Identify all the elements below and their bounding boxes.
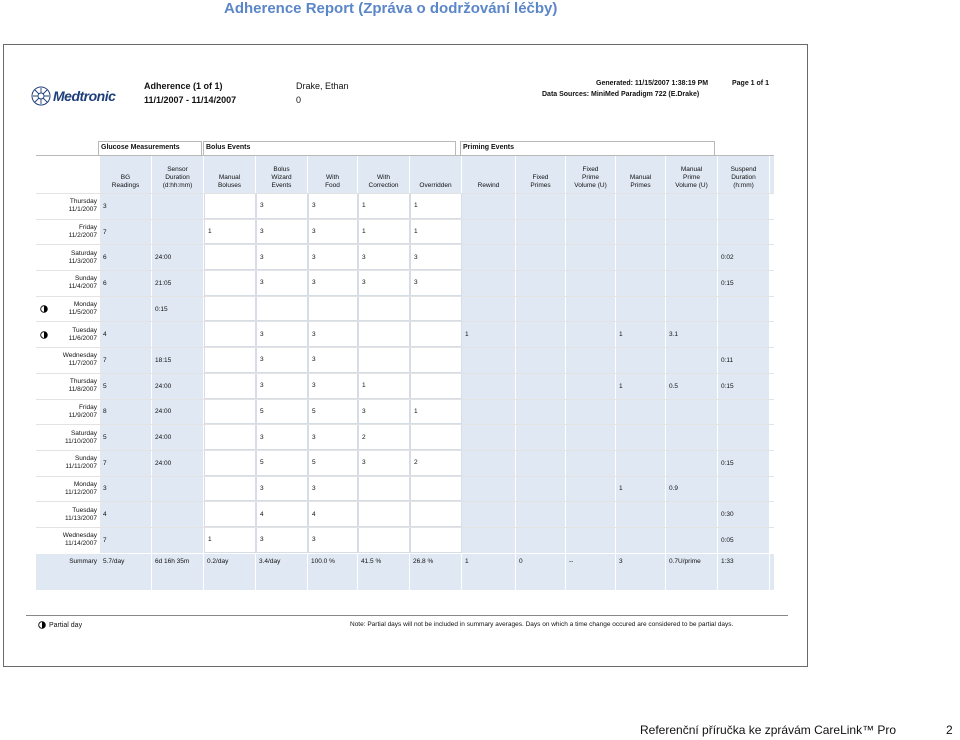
table-cell — [666, 400, 718, 425]
table-row — [36, 321, 774, 347]
table-cell: 3 — [256, 477, 308, 502]
table-cell — [616, 348, 666, 373]
column-header: Fixed Prime Volume (U) — [566, 156, 616, 193]
patient-name: Drake, Ethan — [296, 81, 349, 91]
row-date: 11/14/2007 — [64, 540, 97, 548]
table-cell — [462, 194, 516, 219]
table-cell — [516, 425, 566, 450]
row-date: 11/2/2007 — [68, 232, 97, 240]
table-cell: 3 — [308, 194, 358, 219]
table-cell: 24:00 — [152, 245, 204, 270]
table-cell: 3 — [256, 348, 308, 373]
table-cell: 1 — [358, 220, 410, 245]
table-cell — [152, 502, 204, 527]
table-cell — [718, 322, 770, 347]
table-cell: 3 — [100, 194, 152, 219]
table-cell — [358, 528, 410, 553]
column-header: Fixed Primes — [516, 156, 566, 193]
row-day-label — [36, 502, 100, 527]
row-day-name: Monday — [73, 301, 97, 309]
table-cell: 7 — [100, 528, 152, 553]
table-cell — [566, 220, 616, 245]
table-cell: 24:00 — [152, 451, 204, 476]
column-header: Overridden — [410, 156, 462, 193]
table-cell — [616, 400, 666, 425]
column-header: Suspend Duration (h:mm) — [718, 156, 770, 193]
table-cell — [358, 322, 410, 347]
table-cell — [204, 374, 256, 399]
table-cell — [410, 425, 462, 450]
table-cell — [204, 477, 256, 502]
table-cell: 1 — [616, 477, 666, 502]
table-cell — [410, 322, 462, 347]
logo-text: Medtronic — [53, 88, 116, 104]
table-cell — [516, 400, 566, 425]
table-cell: 3 — [308, 374, 358, 399]
column-header: With Food — [308, 156, 358, 193]
row-day-label — [36, 348, 100, 373]
table-cell — [152, 528, 204, 553]
report-title: Adherence (1 of 1) — [144, 81, 223, 91]
table-cell — [410, 502, 462, 527]
row-day-name: Friday — [78, 224, 97, 232]
table-row — [36, 527, 774, 553]
table-cell — [204, 451, 256, 476]
table-cell: 4 — [100, 322, 152, 347]
table-cell: 3 — [410, 245, 462, 270]
table-cell — [566, 271, 616, 296]
table-cell — [566, 477, 616, 502]
column-header: With Correction — [358, 156, 410, 193]
group-glucose: Glucose Measurements — [98, 141, 202, 155]
table-cell — [204, 502, 256, 527]
table-cell — [358, 502, 410, 527]
summary-cell: 1 — [462, 554, 516, 590]
table-cell: 18:15 — [152, 348, 204, 373]
group-priming: Priming Events — [460, 141, 715, 155]
table-cell — [566, 425, 616, 450]
table-cell — [462, 477, 516, 502]
table-cell — [462, 374, 516, 399]
table-cell — [718, 425, 770, 450]
table-cell — [516, 502, 566, 527]
table-cell: 0:02 — [718, 245, 770, 270]
row-day-label — [36, 271, 100, 296]
table-cell — [666, 194, 718, 219]
row-date: 11/3/2007 — [68, 257, 97, 265]
patient-id: 0 — [296, 95, 302, 105]
table-cell — [566, 502, 616, 527]
table-cell — [566, 194, 616, 219]
table-cell — [666, 220, 718, 245]
table-cell — [462, 425, 516, 450]
table-cell: 1 — [616, 374, 666, 399]
table-cell — [718, 297, 770, 322]
row-date: 11/1/2007 — [68, 206, 97, 214]
table-cell — [616, 297, 666, 322]
table-cell — [516, 528, 566, 553]
table-cell: 0:15 — [718, 451, 770, 476]
table-cell — [516, 451, 566, 476]
table-cell — [152, 477, 204, 502]
row-date: 11/8/2007 — [68, 386, 97, 394]
footer-reference: Referenční příručka ke zprávám CareLink™ Pro — [640, 723, 897, 737]
partial-day-icon — [40, 331, 48, 339]
table-cell — [516, 322, 566, 347]
table-cell — [516, 245, 566, 270]
medtronic-logo — [30, 85, 115, 107]
table-cell — [566, 245, 616, 270]
legend-partial-day — [38, 621, 82, 629]
column-header-row — [36, 155, 774, 193]
summary-cell: 0.7U/prime — [666, 554, 718, 590]
row-day-name: Friday — [78, 403, 97, 411]
summary-cell: -- — [566, 554, 616, 590]
table-cell: 3 — [308, 425, 358, 450]
row-date: 11/11/2007 — [65, 463, 97, 471]
table-cell — [666, 245, 718, 270]
column-header: BG Readings — [100, 156, 152, 193]
table-cell — [566, 400, 616, 425]
table-cell: 3 — [308, 348, 358, 373]
table-cell — [204, 400, 256, 425]
table-cell — [566, 451, 616, 476]
table-cell: 24:00 — [152, 400, 204, 425]
table-cell: 2 — [410, 451, 462, 476]
table-row — [36, 193, 774, 219]
table-cell: 8 — [100, 400, 152, 425]
table-cell: 0:15 — [718, 271, 770, 296]
row-day-label — [36, 400, 100, 425]
table-cell: 1 — [204, 220, 256, 245]
table-cell — [358, 477, 410, 502]
medtronic-logo-icon — [30, 85, 52, 107]
row-day-name: Sunday — [74, 455, 97, 463]
partial-day-icon — [40, 305, 48, 313]
row-date: 11/10/2007 — [64, 437, 97, 445]
table-cell: 5 — [256, 451, 308, 476]
table-cell: 3 — [358, 245, 410, 270]
table-cell: 3 — [308, 271, 358, 296]
table-cell — [566, 297, 616, 322]
table-cell — [516, 194, 566, 219]
row-day-label — [36, 220, 100, 245]
summary-cell: 6d 16h 35m — [152, 554, 204, 590]
document-title: Adherence Report (Zpráva o dodržování léčby) — [224, 0, 558, 17]
row-day-label — [36, 322, 100, 347]
row-date: 11/13/2007 — [64, 514, 97, 522]
table-cell — [616, 245, 666, 270]
table-row — [36, 450, 774, 476]
table-row — [36, 399, 774, 425]
table-cell: 1 — [410, 400, 462, 425]
table-cell — [358, 348, 410, 373]
column-header: Sensor Duration (d:hh:mm) — [152, 156, 204, 193]
table-cell: 2 — [358, 425, 410, 450]
table-cell — [204, 322, 256, 347]
table-cell: 0.9 — [666, 477, 718, 502]
table-cell: 3 — [308, 477, 358, 502]
table-cell: 3 — [308, 245, 358, 270]
table-cell — [616, 194, 666, 219]
summary-cell: 41.5 % — [358, 554, 410, 590]
header-spacer — [36, 156, 100, 193]
row-day-label — [36, 528, 100, 553]
table-cell — [616, 502, 666, 527]
table-cell — [204, 425, 256, 450]
summary-cell: 26.8 % — [410, 554, 462, 590]
table-cell — [516, 477, 566, 502]
table-cell — [204, 271, 256, 296]
table-cell: 3 — [256, 194, 308, 219]
table-cell — [204, 194, 256, 219]
row-date: 11/6/2007 — [68, 334, 97, 342]
table-cell: 3 — [358, 451, 410, 476]
table-cell: 4 — [256, 502, 308, 527]
table-cell: 3 — [256, 271, 308, 296]
row-date: 11/7/2007 — [68, 360, 97, 368]
table-cell: 5 — [308, 451, 358, 476]
row-day-label — [36, 194, 100, 219]
table-cell — [666, 528, 718, 553]
table-cell: 1 — [410, 220, 462, 245]
table-cell — [666, 502, 718, 527]
table-cell: 5 — [100, 374, 152, 399]
table-cell: 3 — [256, 220, 308, 245]
table-row — [36, 244, 774, 270]
table-row — [36, 373, 774, 399]
table-cell: 5 — [308, 400, 358, 425]
table-cell: 24:00 — [152, 374, 204, 399]
table-cell — [616, 451, 666, 476]
table-cell — [666, 297, 718, 322]
table-cell — [516, 348, 566, 373]
table-cell — [666, 451, 718, 476]
footer-page-number: 2 — [946, 723, 953, 737]
table-cell: 1 — [204, 528, 256, 553]
group-bolus: Bolus Events — [203, 141, 456, 155]
row-day-label — [36, 374, 100, 399]
column-header: Rewind — [462, 156, 516, 193]
row-date: 11/9/2007 — [68, 411, 97, 419]
table-cell: 7 — [100, 451, 152, 476]
page-indicator: Page 1 of 1 — [732, 80, 769, 87]
table-cell: 7 — [100, 220, 152, 245]
table-cell: 1 — [616, 322, 666, 347]
summary-cell: 3 — [616, 554, 666, 590]
table-cell — [410, 477, 462, 502]
table-row — [36, 476, 774, 502]
row-date: 11/5/2007 — [68, 309, 97, 317]
table-cell — [616, 528, 666, 553]
adherence-table — [36, 141, 774, 590]
table-cell — [566, 322, 616, 347]
table-cell — [566, 348, 616, 373]
table-cell — [204, 245, 256, 270]
table-cell — [204, 297, 256, 322]
table-cell — [152, 322, 204, 347]
legend-partial-day-label: Partial day — [49, 621, 83, 629]
table-cell — [152, 194, 204, 219]
summary-cell: 100.0 % — [308, 554, 358, 590]
summary-row — [36, 554, 774, 590]
table-cell: 3 — [410, 271, 462, 296]
table-cell: 6 — [100, 245, 152, 270]
table-cell — [152, 220, 204, 245]
row-day-name: Tuesday — [72, 326, 97, 334]
table-cell — [616, 220, 666, 245]
row-day-label — [36, 297, 100, 322]
table-cell: 1 — [410, 194, 462, 219]
row-day-label — [36, 451, 100, 476]
data-sources: Data Sources: MiniMed Paradigm 722 (E.Drake) — [542, 91, 700, 98]
summary-cell: 3.4/day — [256, 554, 308, 590]
table-cell — [462, 348, 516, 373]
table-cell: 3 — [256, 322, 308, 347]
table-row — [36, 296, 774, 322]
table-cell: 3.1 — [666, 322, 718, 347]
table-cell: 3 — [358, 271, 410, 296]
summary-cell: 0.2/day — [204, 554, 256, 590]
summary-cell: 0 — [516, 554, 566, 590]
table-cell — [410, 348, 462, 373]
row-day-label — [36, 245, 100, 270]
table-cell — [462, 271, 516, 296]
table-cell: 0:15 — [718, 374, 770, 399]
row-day-name: Wednesday — [62, 352, 97, 360]
table-cell — [462, 297, 516, 322]
table-cell — [718, 220, 770, 245]
table-cell: 21:05 — [152, 271, 204, 296]
row-day-label — [36, 425, 100, 450]
column-header: Manual Prime Volume (U) — [666, 156, 718, 193]
table-cell — [204, 348, 256, 373]
legend-note: Note: Partial days will not be included in summary averages. Days on which a time change occured are considered to be partial days. — [350, 621, 734, 628]
row-date: 11/4/2007 — [68, 283, 97, 291]
table-body — [36, 193, 774, 553]
table-cell: 4 — [100, 502, 152, 527]
table-cell — [462, 528, 516, 553]
row-day-name: Saturday — [70, 429, 97, 437]
table-row — [36, 219, 774, 245]
table-cell — [666, 348, 718, 373]
table-cell — [462, 451, 516, 476]
table-cell — [462, 400, 516, 425]
table-cell: 4 — [308, 502, 358, 527]
table-cell — [462, 245, 516, 270]
table-row — [36, 347, 774, 373]
summary-cell: 5.7/day — [100, 554, 152, 590]
table-cell — [410, 528, 462, 553]
row-day-name: Monday — [73, 480, 97, 488]
table-cell — [566, 374, 616, 399]
table-cell: 3 — [256, 528, 308, 553]
table-cell — [358, 297, 410, 322]
table-cell — [308, 297, 358, 322]
row-date: 11/12/2007 — [64, 488, 97, 496]
table-cell — [666, 425, 718, 450]
column-header: Manual Primes — [616, 156, 666, 193]
table-cell — [462, 220, 516, 245]
group-header-row — [36, 141, 774, 155]
table-cell — [462, 502, 516, 527]
column-header: Manual Boluses — [204, 156, 256, 193]
row-day-name: Tuesday — [72, 506, 97, 514]
table-cell: 5 — [100, 425, 152, 450]
summary-cell: 1:33 — [718, 554, 770, 590]
table-cell: 6 — [100, 271, 152, 296]
summary-label: Summary — [69, 557, 97, 565]
table-cell: 7 — [100, 348, 152, 373]
table-cell — [410, 297, 462, 322]
table-cell — [516, 220, 566, 245]
table-cell: 3 — [256, 374, 308, 399]
table-cell: 1 — [462, 322, 516, 347]
table-cell: 0:11 — [718, 348, 770, 373]
table-cell — [718, 477, 770, 502]
table-cell — [566, 528, 616, 553]
row-day-name: Wednesday — [62, 532, 97, 540]
table-cell: 3 — [308, 528, 358, 553]
table-cell: 0:15 — [152, 297, 204, 322]
table-cell — [718, 194, 770, 219]
table-cell: 1 — [358, 194, 410, 219]
row-day-name: Saturday — [70, 249, 97, 257]
row-day-name: Thursday — [69, 198, 97, 206]
column-header: Bolus Wizard Events — [256, 156, 308, 193]
table-cell: 3 — [308, 220, 358, 245]
table-cell — [256, 297, 308, 322]
table-cell — [516, 271, 566, 296]
row-day-label — [36, 477, 100, 502]
table-cell: 3 — [100, 477, 152, 502]
table-cell: 0:30 — [718, 502, 770, 527]
report-date-range: 11/1/2007 - 11/14/2007 — [144, 95, 237, 105]
table-cell — [516, 374, 566, 399]
report-sheet — [3, 44, 808, 667]
table-cell — [616, 271, 666, 296]
row-day-name: Thursday — [69, 378, 97, 386]
table-row — [36, 424, 774, 450]
table-cell: 3 — [358, 400, 410, 425]
table-cell — [516, 297, 566, 322]
generated-stamp: Generated: 11/15/2007 1:38:19 PM — [596, 80, 709, 87]
table-cell: 0:05 — [718, 528, 770, 553]
table-row — [36, 270, 774, 296]
legend-divider — [26, 615, 788, 616]
table-row — [36, 501, 774, 527]
table-cell — [410, 374, 462, 399]
table-cell: 1 — [358, 374, 410, 399]
table-cell: 24:00 — [152, 425, 204, 450]
table-cell — [666, 271, 718, 296]
table-cell: 3 — [256, 425, 308, 450]
table-cell — [100, 297, 152, 322]
row-day-name: Sunday — [74, 275, 97, 283]
table-cell — [718, 400, 770, 425]
table-cell: 5 — [256, 400, 308, 425]
table-cell — [616, 425, 666, 450]
table-cell: 0.5 — [666, 374, 718, 399]
table-cell: 3 — [256, 245, 308, 270]
table-cell: 3 — [308, 322, 358, 347]
partial-day-icon — [38, 621, 46, 629]
